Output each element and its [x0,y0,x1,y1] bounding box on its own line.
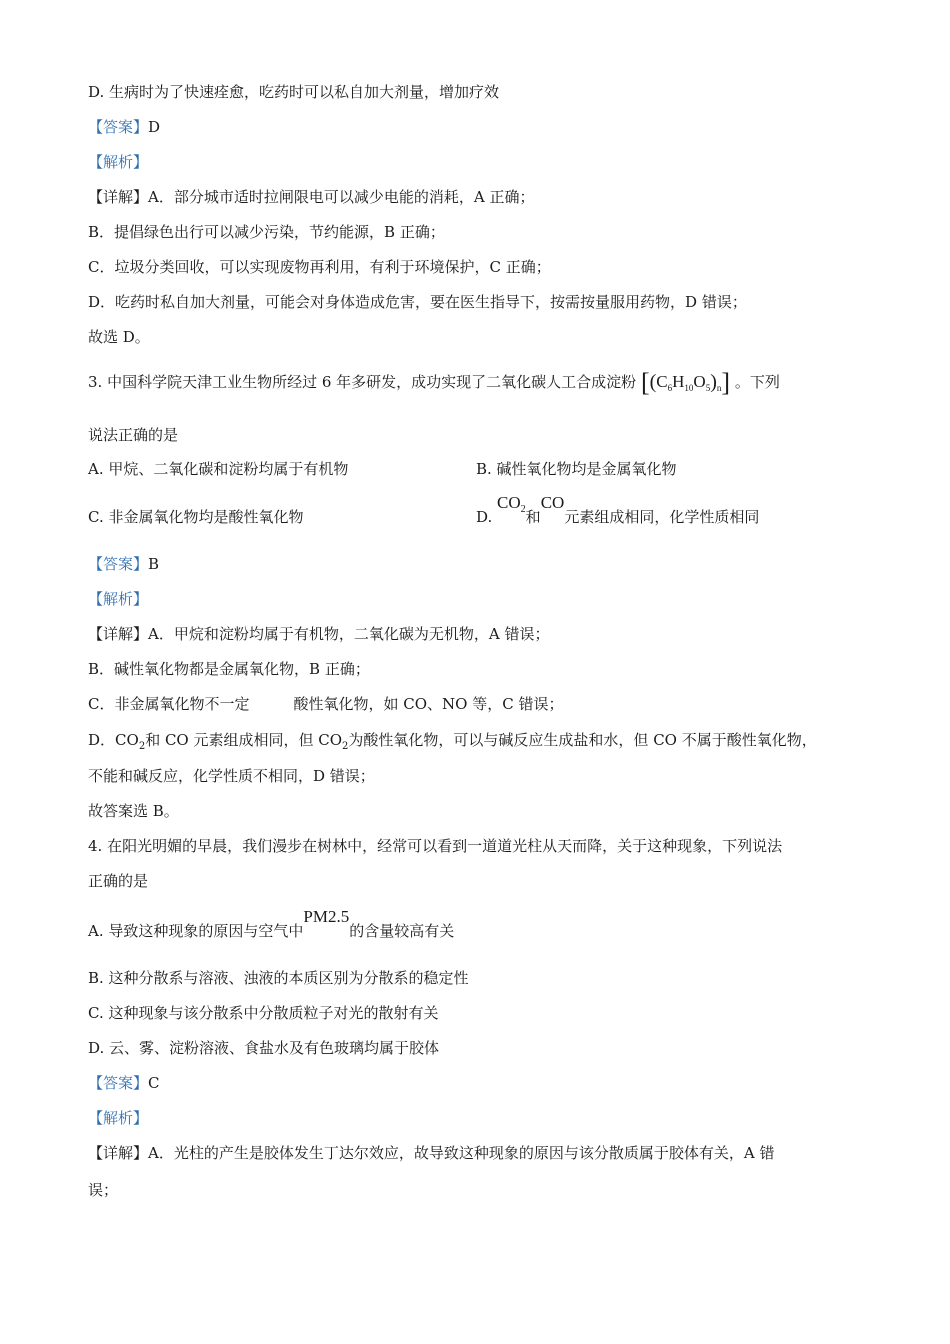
q3-option-b: B. 碱性氧化物均是金属氧化物 [476,460,677,478]
q2-option-d: D. 生病时为了快速痊愈，吃药时可以私自加大剂量，增加疗效 [88,83,500,101]
detail-text: A．光柱的产生是胶体发生丁达尔效应，故导致这种现象的原因与该分散质属于胶体有关，A 错 [148,1144,775,1162]
analysis-tag: 【解析】 [88,1109,149,1127]
q4-option-c: C. 这种现象与该分散系中分散质粒子对光的散射有关 [88,1004,439,1022]
q3-option-a: A. 甲烷、二氧化碳和淀粉均属于有机物 [88,460,349,478]
q3-option-d: D. $CO_2$和CO元素组成相同，化学性质相同 [476,493,760,526]
q2-detail-b: B．提倡绿色出行可以减少污染，节约能源，B 正确； [88,223,445,241]
q2-detail-a [88,187,534,207]
stem-text: 。下列 [734,373,780,391]
q4-option-b: B. 这种分散系与溶液、浊液的本质区别为分散系的稳定性 [88,969,469,987]
detail-tag: 【详解】 [88,1144,149,1162]
stem-text: 3. 中国科学院天津工业生物所经过 6 年多研发，成功实现了二氧化碳人工合成淀粉 [88,373,637,391]
q4-stem-line1: 4. 在阳光明媚的早晨，我们漫步在树林中，经常可以看到一道道光柱从天而降，关于这种现象，下列说法 [88,837,783,855]
q4-detail-a [88,1143,774,1163]
answer-value: C [148,1074,160,1092]
q3-detail-c: C．非金属氧化物不一定 酸性氧化物，如 CO、NO 等，C 错误； [88,695,564,713]
q3-stem-line2: 说法正确的是 [88,426,179,444]
q4-detail-a-line2: 误； [88,1181,119,1199]
q2-detail-d: D．吃药时私自加大剂量，可能会对身体造成危害，要在医生指导下，按需按量服用药物，D 错误； [88,293,747,311]
q4-answer-line [88,1073,160,1093]
answer-value: D [148,118,161,136]
q3-detail-b: B．碱性氧化物都是金属氧化物，B 正确； [88,660,370,678]
q4-stem-line2: 正确的是 [88,872,149,890]
detail-text: A．部分城市适时拉闸限电可以减少电能的消耗，A 正确； [148,188,535,206]
answer-tag: 【答案】 [88,118,149,136]
q2-answer-line [88,117,160,137]
detail-tag: 【详解】 [88,625,149,643]
co-formula: CO [540,493,565,512]
q3-option-c: C. 非金属氧化物均是酸性氧化物 [88,508,304,526]
detail-tag: 【详解】 [88,188,149,206]
q3-answer-line [88,554,159,574]
q4-option-a: A. 导致这种现象的原因与空气中PM2.5的含量较高有关 [88,907,455,940]
q2-detail-c: C．垃圾分类回收，可以实现废物再利用，有利于环境保护，C 正确； [88,258,551,276]
q2-conclusion: 故选 D。 [88,328,150,346]
q3-detail-d-line2: 不能和碱反应，化学性质不相同，D 错误； [88,767,375,785]
answer-tag: 【答案】 [88,555,149,573]
answer-tag: 【答案】 [88,1074,149,1092]
analysis-tag: 【解析】 [88,590,149,608]
co2-formula: $CO_2$ [497,493,526,515]
answer-value: B [148,555,160,573]
q3-stem-line1 [88,368,780,398]
detail-text: A．甲烷和淀粉均属于有机物，二氧化碳为无机物，A 错误； [148,625,550,643]
q4-option-d: D. 云、雾、淀粉溶液、食盐水及有色玻璃均属于胶体 [88,1039,440,1057]
q3-conclusion: 故答案选 B。 [88,802,179,820]
starch-formula: $[(C_6H_{10}O_5)_n]$ [640,368,731,397]
analysis-tag: 【解析】 [88,153,149,171]
pm25-formula: PM2.5 [303,907,350,926]
q3-detail-d: D．$CO_2$和 CO 元素组成相同，但 $CO_2$为酸性氧化物，可以与碱反应生成盐和水，但 CO 不属于酸性氧化物， [88,731,817,752]
q3-detail-a [88,624,549,644]
